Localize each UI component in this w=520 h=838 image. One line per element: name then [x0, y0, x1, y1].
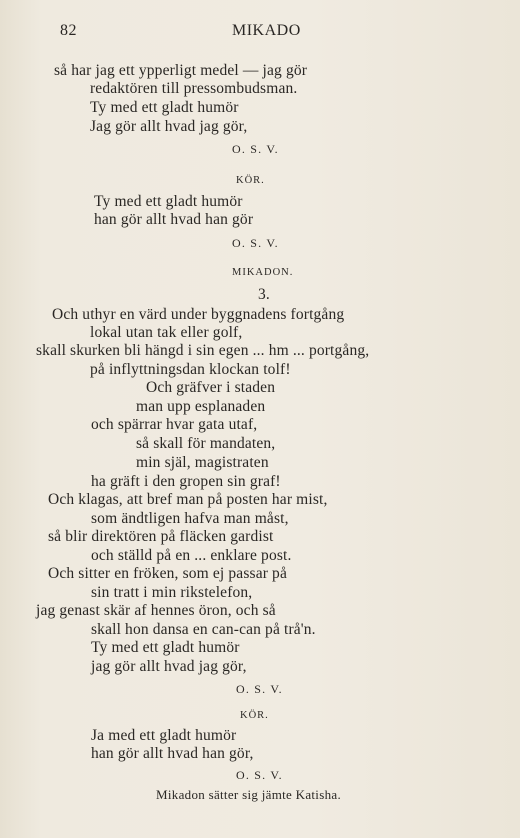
stage-direction: Mikadon sätter sig jämte Katisha. [156, 787, 341, 802]
verse-line: Jag gör allt hvad jag gör, [90, 118, 248, 135]
verse-line: Ty med ett gladt humör [90, 99, 239, 116]
verse-line: Ty med ett gladt humör [94, 193, 243, 210]
verse-line: som ändtligen hafva man måst, [91, 510, 289, 527]
verse-line: Ty med ett gladt humör [91, 639, 240, 656]
verse-line: så blir direktören på fläcken gardist [48, 528, 274, 545]
verse-line: jag genast skär af hennes öron, och så [36, 602, 276, 619]
verse-number: 3. [258, 286, 270, 303]
verse-line: skall skurken bli hängd i sin egen ... hm ... portgång, [36, 342, 370, 359]
verse-line: Och klagas, att bref man på posten har mist, [48, 491, 328, 508]
verse-line: Och gräfver i staden [146, 379, 276, 396]
verse-line: så skall för mandaten, [136, 435, 276, 452]
page-number: 82 [60, 22, 77, 39]
verse-line: så har jag ett ypperligt medel — jag gör [54, 62, 308, 79]
verse-line: ha gräft i den gropen sin graf! [91, 473, 281, 490]
verse-line: och ställd på en ... enklare post. [91, 547, 292, 564]
verse-line: redaktören till pressombudsman. [90, 80, 298, 97]
verse-line: jag gör allt hvad jag gör, [91, 658, 247, 675]
verse-line: på inflyttningsdan klockan tolf! [90, 361, 291, 378]
speaker-heading: MIKADON. [232, 267, 294, 278]
running-title: MIKADO [232, 22, 301, 39]
verse-line: Och sitter en fröken, som ej passar på [48, 565, 287, 582]
verse-line: Ja med ett gladt humör [91, 727, 237, 744]
verse-line: och spärrar hvar gata utaf, [91, 416, 258, 433]
etc-abbreviation: O. S. V. [236, 682, 283, 696]
verse-line: han gör allt hvad han gör [94, 211, 254, 228]
etc-abbreviation: O. S. V. [232, 142, 279, 156]
verse-line: Och uthyr en värd under byggnadens fortgång [52, 306, 345, 323]
etc-abbreviation: O. S. V. [236, 768, 283, 782]
speaker-heading: KÖR. [236, 175, 265, 186]
verse-line: lokal utan tak eller golf, [90, 324, 243, 341]
verse-line: man upp esplanaden [136, 398, 266, 415]
verse-line: sin tratt i min rikstelefon, [91, 584, 253, 601]
verse-line: skall hon dansa en can-can på trå'n. [91, 621, 316, 638]
verse-line: han gör allt hvad han gör, [91, 745, 254, 762]
etc-abbreviation: O. S. V. [232, 236, 279, 250]
verse-line: min själ, magistraten [136, 454, 269, 471]
speaker-heading: KÖR. [240, 710, 269, 721]
